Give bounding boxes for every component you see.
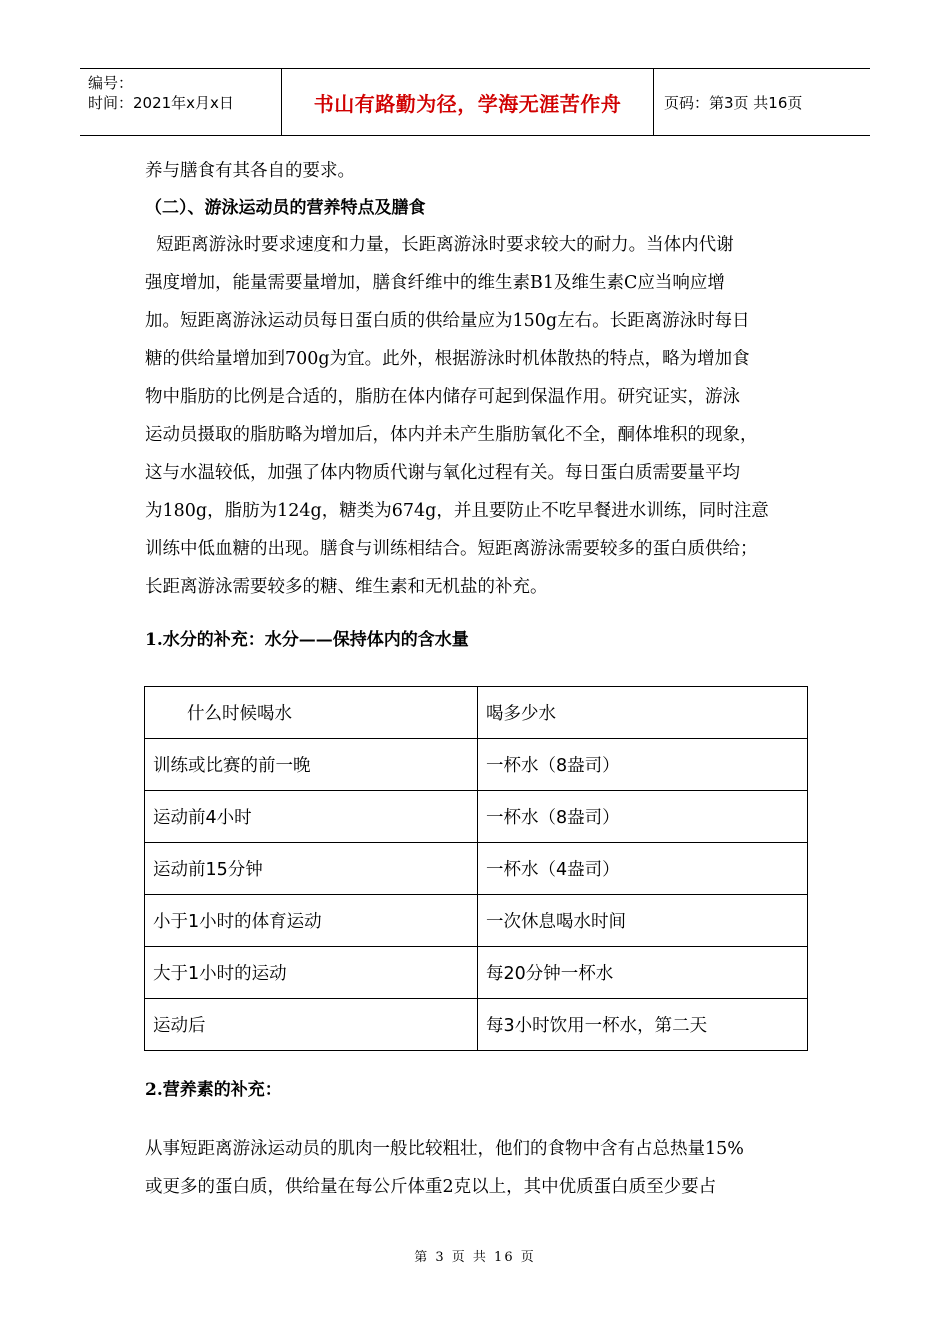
- paragraph-line: 短距离游泳时要求速度和力量，长距离游泳时要求较大的耐力。当体内代谢: [145, 235, 734, 255]
- table-cell-when: 训练或比赛的前一晚: [145, 739, 478, 791]
- table-cell-when: 运动前4小时: [145, 791, 478, 843]
- table-row: [145, 895, 808, 947]
- paragraph-line: 长距离游泳需要较多的糖、维生素和无机盐的补充。: [145, 577, 548, 597]
- paragraph-line: 运动员摄取的脂肪略为增加后，体内并未产生脂肪氧化不全，酮体堆积的现象，: [145, 425, 758, 445]
- nutrient-section-title: 2.营养素的补充：: [145, 1080, 282, 1100]
- table-cell-amount: 一杯水（4盎司）: [478, 843, 808, 895]
- header-number-label: 编号：: [88, 74, 134, 92]
- table-header-amount: 喝多少水: [478, 687, 808, 739]
- table-cell-when: 运动前15分钟: [145, 843, 478, 895]
- paragraph-line: 强度增加，能量需要量增加，膳食纤维中的维生素B1及维生素C应当响应增: [145, 273, 725, 293]
- table-cell-amount: 一杯水（8盎司）: [478, 791, 808, 843]
- section-heading: （二）、游泳运动员的营养特点及膳食: [145, 198, 426, 218]
- table-row: [145, 999, 808, 1051]
- nutrient-paragraph: [145, 1130, 810, 1206]
- table-header-row: [145, 687, 808, 739]
- water-intake-table: [144, 686, 808, 1051]
- paragraph-line: 训练中低血糖的出现。膳食与训练相结合。短距离游泳需要较多的蛋白质供给；: [145, 539, 758, 559]
- paragraph-line: 物中脂肪的比例是合适的，脂肪在体内储存可起到保温作用。研究证实，游泳: [145, 387, 740, 407]
- paragraph-line: 加。短距离游泳运动员每日蛋白质的供给量应为150g左右。长距离游泳时每日: [145, 311, 750, 331]
- table-cell-amount: 每20分钟一杯水: [478, 947, 808, 999]
- intro-line: 养与膳食有其各自的要求。: [145, 161, 355, 181]
- paragraph-line: 这与水温较低，加强了体内物质代谢与氧化过程有关。每日蛋白质需要量平均: [145, 463, 740, 483]
- header-motto: 书山有路勤为径，学海无涯苦作舟: [282, 69, 654, 135]
- document-header: [80, 68, 870, 136]
- table-row: [145, 947, 808, 999]
- water-section-title: 1.水分的补充：水分——保持体内的含水量: [145, 630, 469, 650]
- page-content: [145, 152, 810, 606]
- table-header-when: 什么时候喝水: [145, 687, 478, 739]
- table-row: [145, 791, 808, 843]
- table-cell-when: 小于1小时的体育运动: [145, 895, 478, 947]
- table-cell-amount: 一杯水（8盎司）: [478, 739, 808, 791]
- page-footer: 第 3 页 共 16 页: [414, 1250, 536, 1265]
- table-row: [145, 739, 808, 791]
- table-cell-amount: 每3小时饮用一杯水，第二天: [478, 999, 808, 1051]
- swimming-paragraph: [145, 226, 810, 606]
- paragraph-line: 或更多的蛋白质，供给量在每公斤体重2克以上，其中优质蛋白质至少要占: [145, 1177, 717, 1197]
- paragraph-line: 从事短距离游泳运动员的肌肉一般比较粗壮，他们的食物中含有占总热量15%: [145, 1139, 744, 1159]
- paragraph-line: 为180g，脂肪为124g，糖类为674g，并且要防止不吃早餐进水训练，同时注意: [145, 501, 769, 521]
- header-page-info: 页码：第3页 共16页: [664, 93, 803, 112]
- table-cell-when: 运动后: [145, 999, 478, 1051]
- paragraph-line: 糖的供给量增加到700g为宜。此外，根据游泳时机体散热的特点，略为增加食: [145, 349, 750, 369]
- table-cell-amount: 一次休息喝水时间: [478, 895, 808, 947]
- table-cell-when: 大于1小时的运动: [145, 947, 478, 999]
- header-date-label: 时间：2021年x月x日: [88, 94, 234, 112]
- table-row: [145, 843, 808, 895]
- header-meta: [80, 69, 282, 135]
